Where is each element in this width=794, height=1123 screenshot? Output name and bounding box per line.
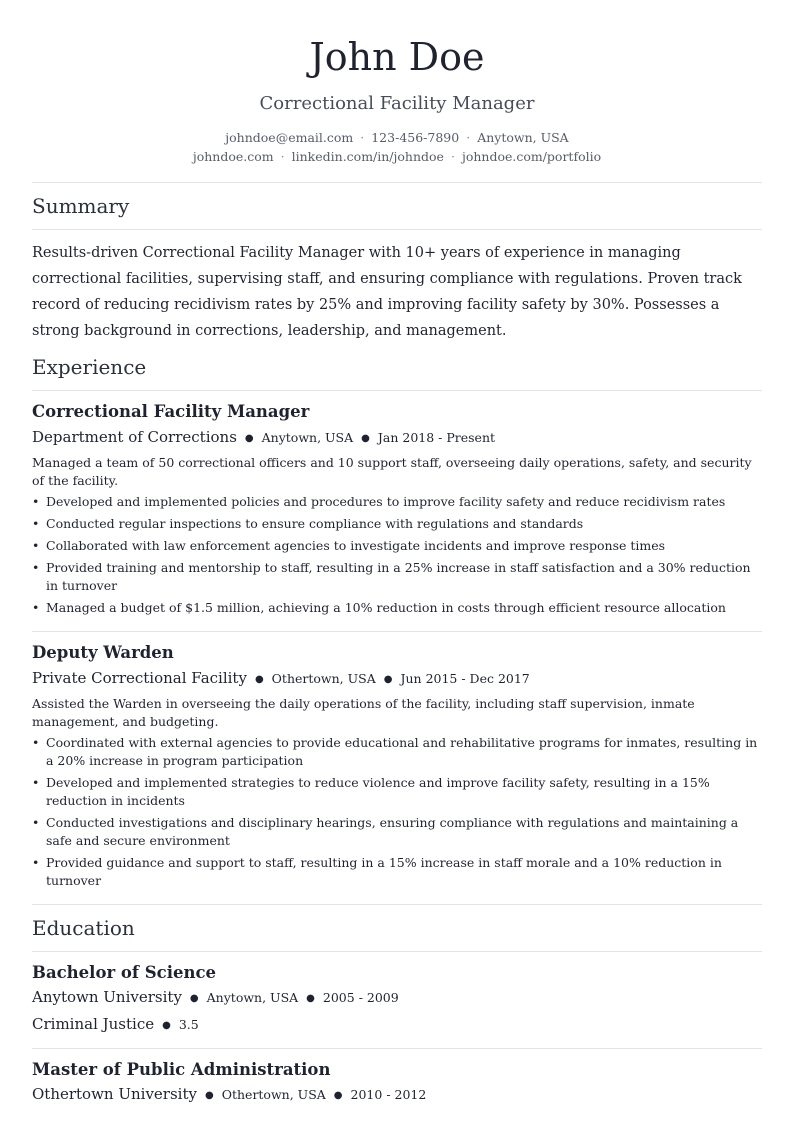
location-text: Anytown, USA [477, 130, 569, 145]
experience-entry [32, 391, 762, 629]
achievement-list [32, 493, 762, 617]
resume-header [32, 34, 762, 166]
experience-entry [32, 632, 762, 902]
job-meta [32, 668, 762, 691]
achievement-list [32, 734, 762, 890]
list-item: • Provided guidance and support to staff, resulting in a 15% increase in staff morale and a 10% reduction in turnover [32, 854, 762, 890]
experience-section [32, 354, 762, 905]
portfolio-link[interactable]: johndoe.com/portfolio [461, 149, 602, 164]
resume-page [32, 0, 762, 1116]
candidate-title: Correctional Facility Manager [259, 93, 535, 114]
separator: · [466, 130, 471, 145]
education-meta [32, 1083, 762, 1108]
email-link[interactable]: johndoe@email.com [225, 130, 354, 145]
summary-section [32, 193, 762, 344]
job-dates: Jun 2015 - Dec 2017 [400, 671, 530, 686]
separator: · [360, 130, 365, 145]
job-description: Managed a team of 50 correctional officers and 10 support staff, overseeing daily operations, safety, and security of the facility. [32, 455, 752, 488]
education-dates: 2005 - 2009 [322, 990, 399, 1005]
education-section [32, 915, 762, 1116]
list-item: • Developed and implemented policies and procedures to improve facility safety and reduce recidivism rates [32, 493, 762, 511]
entry-divider [32, 904, 762, 905]
phone-number: 123-456-7890 [371, 130, 460, 145]
job-location: Othertown, USA [271, 671, 376, 686]
bullet-separator: ● [204, 1090, 214, 1101]
linkedin-link[interactable]: linkedin.com/in/johndoe [291, 149, 444, 164]
header-divider [32, 182, 762, 183]
bullet-separator: ● [189, 993, 199, 1004]
summary-text: Results-driven Correctional Facility Manager with 10+ years of experience in managing correctional facilities, supervising staff, and ensuring compliance with regulations. Proven track record of reducing recidivism rates by 25% and improving facility safety by 30%. Possesses a strong background in corrections, leadership, and management. [32, 245, 742, 339]
list-item: • Coordinated with external agencies to provide educational and rehabilitative programs for inmates, resulting in a 20% increase in program participation [32, 734, 762, 770]
bullet-separator: ● [306, 993, 315, 1004]
website-link[interactable]: johndoe.com [192, 149, 274, 164]
school-name: Othertown University [32, 1085, 197, 1103]
bullet-separator: ● [333, 1090, 343, 1101]
list-item: • Provided training and mentorship to staff, resulting in a 25% increase in staff satisfaction and a 30% reduction in turnover [32, 559, 762, 595]
contact-line-2 [32, 147, 762, 166]
contact-line-1 [32, 128, 762, 147]
job-location: Anytown, USA [261, 430, 354, 445]
education-dates: 2010 - 2012 [350, 1087, 427, 1102]
list-item: • Conducted investigations and disciplinary hearings, ensuring compliance with regulations and maintaining a safe and secure environment [32, 814, 762, 850]
gpa-value: 3.5 [178, 1017, 199, 1032]
degree-title: Master of Public Administration [32, 1060, 331, 1079]
job-meta [32, 427, 762, 450]
education-meta [32, 986, 762, 1011]
job-description: Assisted the Warden in overseeing the daily operations of the facility, including staff supervision, inmate management, and budgeting. [32, 696, 695, 729]
field-of-study: Criminal Justice [32, 1015, 155, 1033]
list-item: • Conducted regular inspections to ensure compliance with regulations and standards [32, 515, 762, 533]
school-location: Anytown, USA [206, 990, 299, 1005]
employer-name: Private Correctional Facility [32, 669, 247, 687]
contact-info [32, 128, 762, 166]
bullet-separator: ● [162, 1020, 171, 1031]
separator: · [280, 149, 285, 164]
education-entry [32, 1049, 762, 1116]
list-item: • Managed a budget of $1.5 million, achieving a 10% reduction in costs through efficient resource allocation [32, 599, 762, 617]
job-title: Deputy Warden [32, 643, 174, 662]
bullet-separator: ● [361, 433, 370, 444]
experience-heading: Experience [32, 355, 147, 379]
bullet-separator: ● [244, 433, 254, 444]
bullet-separator: ● [254, 674, 264, 685]
list-item: • Collaborated with law enforcement agencies to investigate incidents and improve response times [32, 537, 762, 555]
education-heading: Education [32, 916, 135, 940]
list-item: • Developed and implemented strategies to reduce violence and improve facility safety, resulting in a 15% reduction in incidents [32, 774, 762, 810]
education-entry [32, 952, 762, 1046]
employer-name: Department of Corrections [32, 428, 237, 446]
school-name: Anytown University [32, 988, 182, 1006]
degree-title: Bachelor of Science [32, 963, 217, 982]
education-field-row [32, 1013, 762, 1038]
school-location: Othertown, USA [221, 1087, 326, 1102]
section-divider [32, 229, 762, 230]
job-dates: Jan 2018 - Present [377, 430, 496, 445]
candidate-name: John Doe [309, 35, 485, 79]
job-title: Correctional Facility Manager [32, 402, 310, 421]
separator: · [450, 149, 455, 164]
summary-heading: Summary [32, 194, 130, 218]
bullet-separator: ● [383, 674, 393, 685]
